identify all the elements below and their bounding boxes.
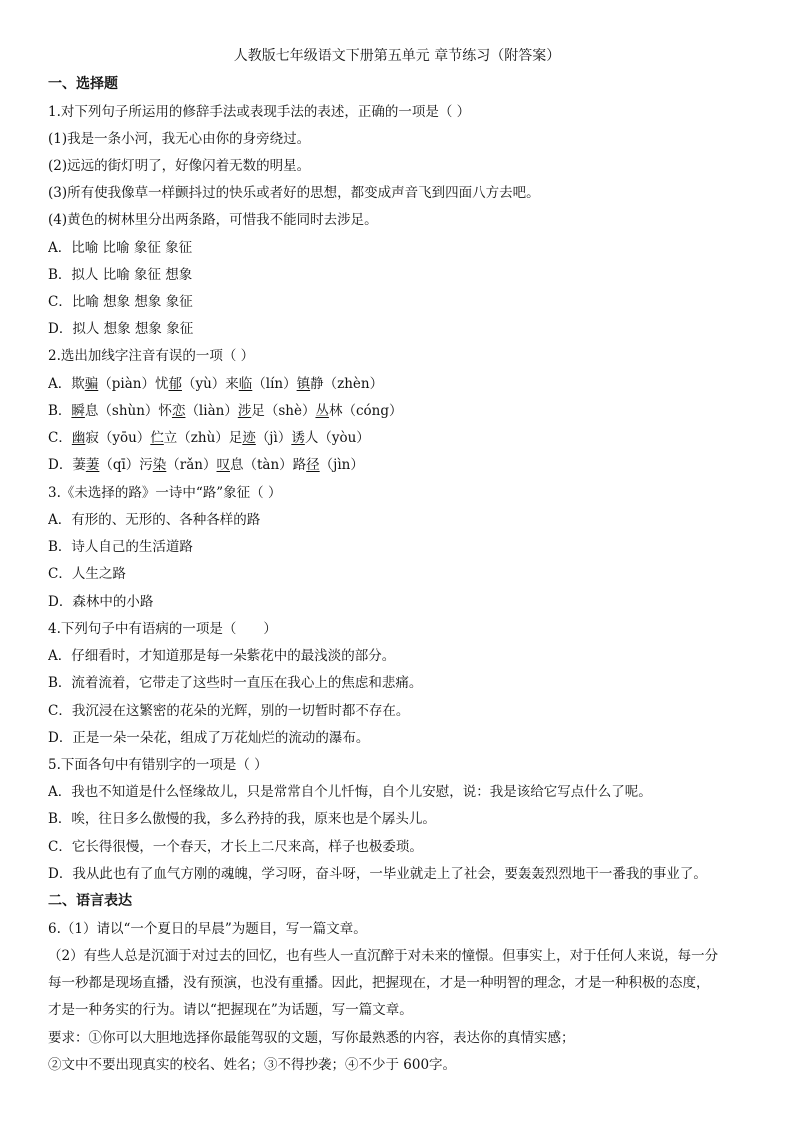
- question-2-option-d: D．萋萋（qī）污染（rǎn）叹息（tàn）路径（jìn）: [48, 457, 364, 473]
- question-3-option-b: B．诗人自己的生活道路: [48, 539, 193, 555]
- question-4-stem: 4.下列句子中有语病的一项是（ ）: [48, 621, 277, 637]
- question-4-option-d: D．正是一朵一朵花，组成了万花灿烂的流动的瀑布。: [48, 730, 370, 746]
- question-1-option-d: D．拟人 想象 想象 象征: [48, 321, 194, 337]
- question-1-option-c: C．比喻 想象 想象 象征: [48, 294, 193, 310]
- question-3-option-a: A．有形的、无形的、各种各样的路: [48, 512, 261, 528]
- question-1-sentence-3: (3)所有使我像草一样颤抖过的快乐或者好的思想，都变成声音飞到四面八方去吧。: [48, 185, 540, 201]
- question-5-option-b: B．唉，往日多么傲慢的我，多么矜持的我，原来也是个孱头儿。: [48, 811, 436, 827]
- question-1-option-a: A．比喻 比喻 象征 象征: [48, 240, 193, 256]
- question-4-option-c: C．我沉浸在这繁密的花朵的光辉，别的一切暂时都不存在。: [48, 703, 410, 719]
- question-2-option-b: B．瞬息（shùn）怀恋（liàn）涉足（shè）丛林（cóng）: [48, 403, 403, 419]
- question-6-part-2-line-1: （2）有些人总是沉湎于对过去的回忆，也有些人一直沉醉于对未来的憧憬。但事实上，对于任何人来说，每一分: [48, 948, 719, 964]
- section-heading-expression: 二、语言表达: [48, 893, 132, 909]
- question-2-option-c: C．幽寂（yōu）伫立（zhù）足迹（jì）诱人（yòu）: [48, 430, 370, 446]
- question-4-option-a: A．仔细看时，才知道那是每一朵紫花中的最浅淡的部分。: [48, 648, 396, 664]
- question-2-stem: 2.选出加线字注音有误的一项（ ）: [48, 348, 255, 364]
- question-1-sentence-4: (4)黄色的树林里分出两条路，可惜我不能同时去涉足。: [48, 212, 378, 228]
- question-6-requirements-2: ②文中不要出现真实的校名、姓名；③不得抄袭；④不少于 600字。: [48, 1057, 457, 1073]
- question-6-part-1: 6.（1）请以“一个夏日的早晨”为题目，写一篇文章。: [48, 921, 367, 937]
- question-3-option-c: C．人生之路: [48, 566, 126, 582]
- question-6-part-2-line-3: 才是一种务实的行为。请以“把握现在”为话题，写一篇文章。: [48, 1002, 413, 1018]
- question-1-stem: 1.对下列句子所运用的修辞手法或表现手法的表述，正确的一项是（ ）: [48, 104, 471, 120]
- question-3-stem: 3.《未选择的路》一诗中“路”象征（ ）: [48, 485, 282, 501]
- question-1-sentence-1: (1)我是一条小河，我无心由你的身旁绕过。: [48, 131, 311, 147]
- question-6-requirements-1: 要求：①你可以大胆地选择你最能驾驭的文题，写你最熟悉的内容，表达你的真情实感；: [48, 1030, 575, 1046]
- question-6-part-2-line-2: 每一秒都是现场直播，没有预演，也没有重播。因此，把握现在，才是一种明智的理念，才是一种积极的态度，: [48, 975, 710, 991]
- question-5-option-a: A．我也不知道是什么怪缘故儿，只是常常自个儿忏悔，自个儿安慰，说：我是该给它写点什么了呢。: [48, 784, 652, 800]
- question-5-stem: 5.下面各句中有错别字的一项是（ ）: [48, 757, 268, 773]
- question-4-option-b: B．流着流着，它带走了这些时一直压在我心上的焦虑和悲痛。: [48, 675, 423, 691]
- question-1-sentence-2: (2)远远的街灯明了，好像闪着无数的明星。: [48, 158, 311, 174]
- question-3-option-d: D．森林中的小路: [48, 594, 154, 610]
- question-2-option-a: A．欺骗（piàn）忧郁（yù）来临（lín）镇静（zhèn）: [48, 376, 384, 392]
- document-title: 人教版七年级语文下册第五单元 章节练习（附答案）: [233, 48, 561, 64]
- question-5-option-d: D．我从此也有了血气方刚的魂魄，学习呀，奋斗呀，一毕业就走上了社会，要轰轰烈烈地干一番我的事业了。: [48, 866, 707, 882]
- section-heading-choice: 一、选择题: [48, 76, 118, 92]
- question-1-option-b: B．拟人 比喻 象征 想象: [48, 267, 193, 283]
- question-5-option-c: C．它长得很慢，一个春天，才长上二尺来高，样子也极委琐。: [48, 839, 423, 855]
